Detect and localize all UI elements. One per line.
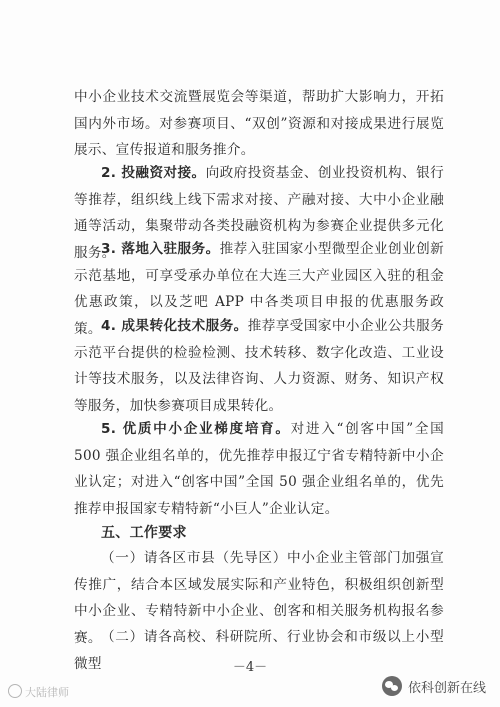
section-heading-work-requirements: 五、工作要求 [101,525,187,541]
paragraph-heading: 2. 投融资对接。 [101,165,206,181]
paragraph-heading: 5. 优质中小企业梯度培育。 [101,421,291,437]
watermark-right [382,676,486,696]
watermark-left-text: 大陆律师 [25,686,69,699]
weibo-icon [8,684,22,698]
paragraph-sme-cultivation [74,416,444,522]
paragraph-body: 推荐享受国家中小企业公共服务示范平台提供的检验检测、技术转移、数字化改造、工业设计等技术服务，以及法律咨询、人力资源、财务、知识产权等服务，加快参赛项目成果转化。 [74,318,444,414]
wechat-icon [382,676,402,696]
paragraph-body: 对进入“创客中国”全国 500 强企业组名单的，优先推荐申报辽宁省专精特新中小企业认定；对进入“创客中国”全国 50 强企业组名单的，优先推荐申报国家专精特新“小巨人”企业认定。 [74,421,444,517]
paragraph-requirement-2: （二）请各高校、科研院所、行业协会和市级以上小型微型 [74,629,444,672]
watermark-left [8,684,69,700]
watermark-right-text: 依科创新在线 [407,680,486,696]
paragraph-body: 推荐入驻国家小型微型企业创业创新示范基地，可享受承办单位在大连三大产业园区入驻的租金优惠政策，以及芝吧 APP 中各类项目申报的优惠服务政策。 [74,241,444,337]
paragraph-continuation: 中小企业技术交流暨展览会等渠道，帮助扩大影响力，开拓国内外市场。对参赛项目、“双创”资源和对接成果进行展览展示、宣传报道和服务推介。 [74,89,444,158]
paragraph-tech-transfer [74,313,444,419]
paragraph-body: 向政府投资基金、创业投资机构、银行等推荐，组织线上线下需求对接、产融对接、大中小企业融通等活动，集聚带动各类投融资机构为参赛企业提供多元化服务。 [74,165,444,261]
paragraph-heading: 3. 落地入驻服务。 [101,241,220,257]
paragraph-heading: 4. 成果转化技术服务。 [101,318,248,334]
paragraph-requirement-1: （一）请各区市县（先导区）中小企业主管部门加强宣传推广，结合本区域发展实际和产业特色，积极组织创新型中小企业、专精特新中小企业、创客和相关服务机构报名参赛。 [74,550,444,646]
page-number: －4－ [232,660,268,675]
